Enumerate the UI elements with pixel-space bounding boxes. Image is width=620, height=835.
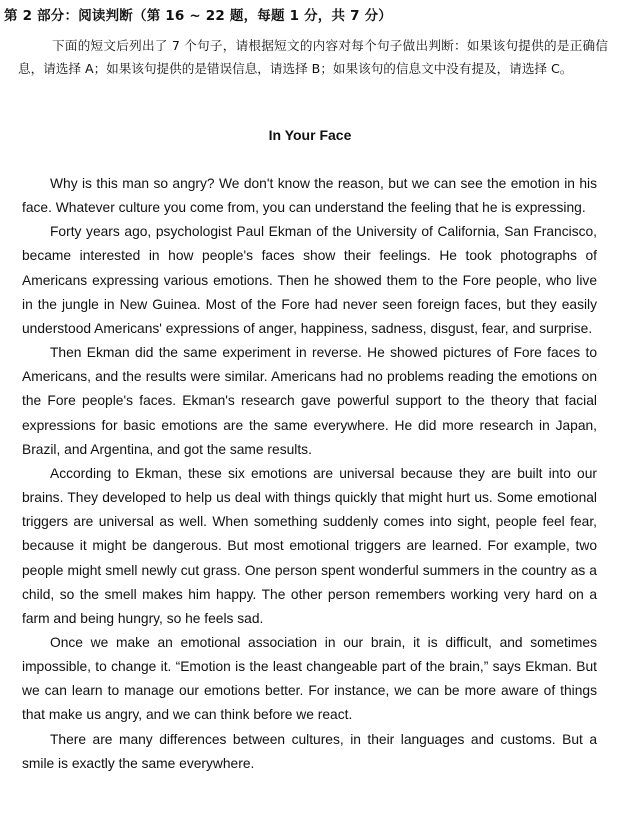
article-paragraph: Once we make an emotional association in our brain, it is difficult, and sometimes impossible, to change it. “Emotion is the least changeable part of the brain,” says Ekman. But we can learn to manage our emotions better. For instance, we can be more aware of things that make us angry, and we can think before we react. <box>22 634 597 723</box>
article-body <box>22 172 597 776</box>
article-paragraph: According to Ekman, these six emotions are universal because they are built into our brains. They developed to help us deal with things quickly that might hurt us. Some emotional triggers are universal as well. When something suddenly comes into sight, people feel fear, because it might be dangerous. But most emotional triggers are learned. For example, two people might smell newly cut grass. One person spent wonderful summers in the country as a child, so the smell makes him happy. The other person remembers working very hard on a farm and being hungry, so he feels sad. <box>22 465 597 626</box>
section-heading: 第 2 部分：阅读判断（第 16 ~ 22 题，每题 1 分，共 7 分） <box>4 8 392 24</box>
article-paragraph: Then Ekman did the same experiment in reverse. He showed pictures of Fore faces to Americans, and the results were similar. Americans had no problems reading the emotions on the Fore people's faces. Ekman's research gave powerful support to the theory that facial expressions for basic emotions are the same everywhere. He did more research in Japan, Brazil, and Argentina, and got the same results. <box>22 345 597 457</box>
article-title: In Your Face <box>268 127 352 143</box>
article-paragraph: Forty years ago, psychologist Paul Ekman of the University of California, San Francisco, became interested in how people's faces show their feelings. He took photographs of Americans expressing various emotions. Then he showed them to the Fore people, who live in the jungle in New Guinea. Most of the Fore had never seen foreign faces, but they easily understood Americans' expressions of anger, happiness, sadness, disgust, fear, and surprise. <box>22 224 597 336</box>
article-paragraph: Why is this man so angry? We don't know the reason, but we can see the emotion in his face. Whatever culture you come from, you can understand the feeling that he is expressing. <box>22 176 597 216</box>
instructions-text: 下面的短文后列出了 7 个句子，请根据短文的内容对每个句子做出判断：如果该句提供的是正确信息，请选择 A；如果该句提供的是错误信息，请选择 B；如果该句的信息文中没有提及，请选择 C。 <box>18 38 608 76</box>
article-paragraph: There are many differences between cultures, in their languages and customs. But a smile is exactly the same everywhere. <box>22 731 597 771</box>
